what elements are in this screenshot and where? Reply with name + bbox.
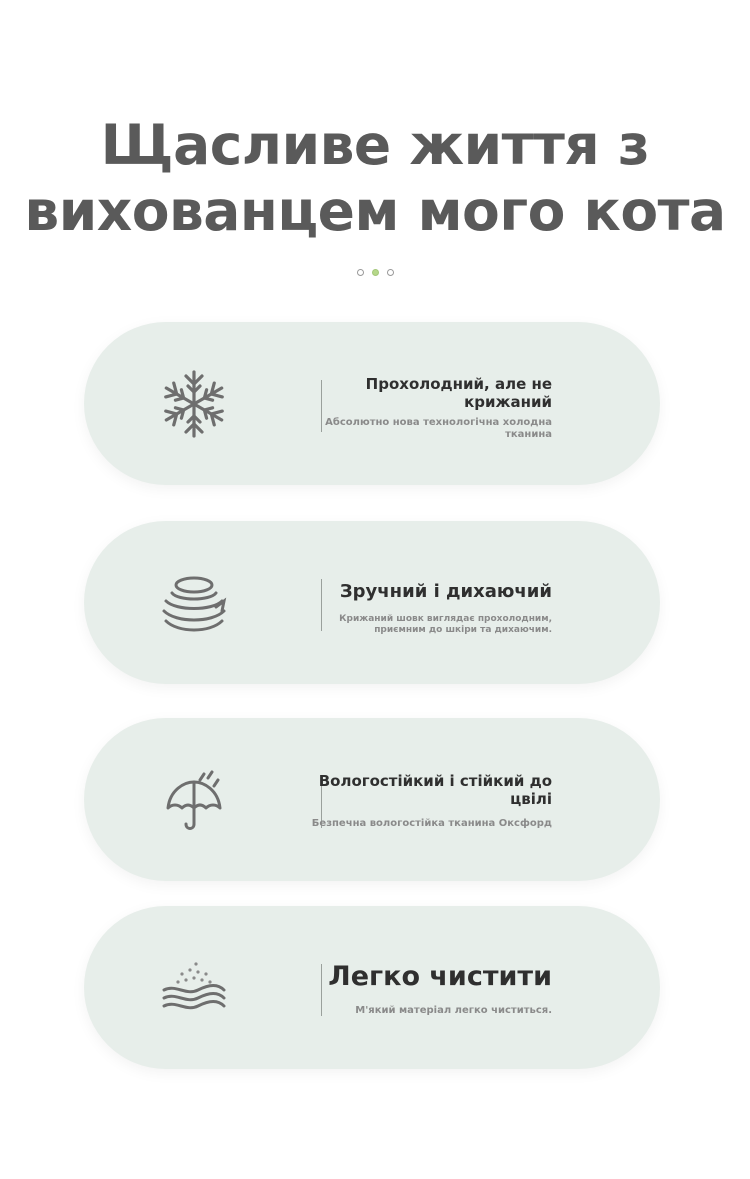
umbrella-rain-icon bbox=[158, 764, 230, 836]
feature-text bbox=[302, 581, 552, 636]
title-line-2: вихованцем мого кота bbox=[24, 179, 726, 243]
feature-description: М'який матеріал легко чиститься. bbox=[355, 1005, 552, 1016]
title-line-1: Щасливе життя з bbox=[100, 113, 650, 177]
feature-text bbox=[302, 961, 552, 1017]
feature-heading: Легко чистити bbox=[328, 961, 552, 992]
feature-text bbox=[302, 772, 552, 830]
carousel-dot-3[interactable] bbox=[387, 269, 394, 276]
feature-text bbox=[302, 375, 552, 441]
feature-card-easy-clean bbox=[84, 906, 660, 1069]
feature-description: Безпечна вологостійка тканина Оксфорд bbox=[311, 818, 552, 829]
feature-card-breathable bbox=[84, 521, 660, 684]
snowflake-icon bbox=[158, 368, 230, 440]
easy-clean-icon bbox=[158, 952, 230, 1024]
feature-heading: Прохолодний, але не крижаний bbox=[365, 375, 552, 411]
feature-heading: Зручний і дихаючий bbox=[339, 581, 552, 602]
feature-description: Крижаний шовк виглядає прохолодним, приємним до шкіри та дихаючим. bbox=[339, 614, 552, 635]
feature-card-cool bbox=[84, 322, 660, 485]
page-title bbox=[0, 112, 750, 244]
feature-card-moisture bbox=[84, 718, 660, 881]
carousel-dot-1[interactable] bbox=[357, 269, 364, 276]
feature-description: Абсолютно нова технологічна холодна тканина bbox=[325, 417, 552, 440]
carousel-dot-2[interactable] bbox=[372, 269, 379, 276]
feature-heading: Вологостійкий і стійкий до цвілі bbox=[318, 772, 552, 808]
carousel-dots bbox=[0, 269, 750, 276]
fabric-layers-icon bbox=[158, 567, 230, 639]
